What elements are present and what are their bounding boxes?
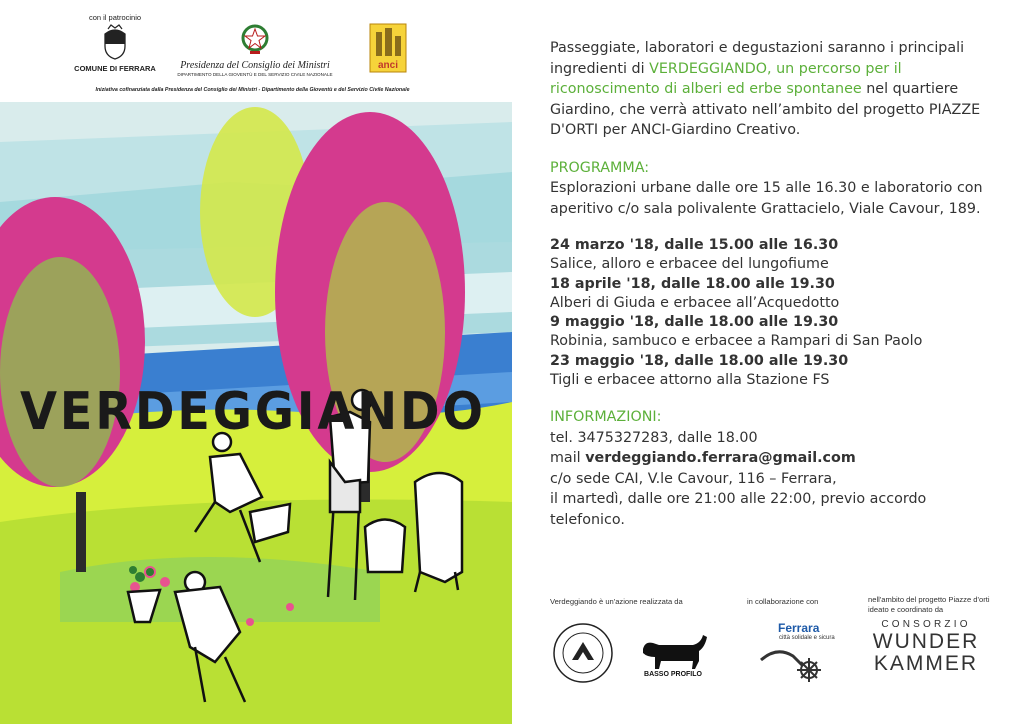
ferrara-tagline: città solidale e sicura (779, 635, 835, 641)
date-when: 24 marzo '18, dalle 15.00 alle 16.30 (550, 237, 839, 253)
basso-profilo-label: BASSO PROFILO (644, 671, 702, 678)
dates-list (550, 236, 990, 390)
ferrara-wordmark: Ferrara (778, 621, 820, 635)
intro-paragraph (550, 38, 990, 141)
date-what: Salice, alloro e erbacee del lungofiume (550, 256, 829, 272)
consorzio-label: CONSORZIO (881, 619, 971, 630)
poster-illustration (0, 102, 512, 724)
credit-ambito: nell'ambito del progetto Piazze d'orti ideato e coordinato da (868, 595, 990, 614)
dipartimento-label: DIPARTIMENTO DELLA GIOVENTÙ E DEL SERVIZIO CIVILE NAZIONALE (177, 72, 333, 77)
date-item (550, 352, 990, 391)
sponsor-logo-strip (0, 0, 512, 102)
credit-realizzata: Verdeggiando è un'azione realizzata da (550, 597, 683, 606)
info-orari: il martedì, dalle ore 21:00 alle 22:00, previo accordo telefonico. (550, 491, 927, 528)
info-tel: tel. 3475327283, dalle 18.00 (550, 429, 758, 446)
date-when: 18 aprile '18, dalle 18.00 alle 19.30 (550, 275, 835, 292)
poster-title: VERDEGGIANDO (20, 382, 486, 442)
comune-label: COMUNE DI FERRARA (74, 64, 156, 73)
date-item (550, 313, 990, 352)
svg-text:anci: anci (377, 60, 399, 71)
informazioni-heading: INFORMAZIONI: (550, 409, 662, 425)
club-alpino-italiano-logo (552, 622, 614, 684)
date-when: 9 maggio '18, dalle 18.00 alle 19.30 (550, 314, 839, 330)
programma-text: Esplorazioni urbane dalle ore 15 alle 16.30 e laboratorio con aperitivo c/o sala polivalente Grattacielo, Viale Cavour, 189. (550, 180, 983, 217)
date-what: Robinia, sambuco e erbacee a Rampari di San Paolo (550, 333, 923, 349)
patrocinio-label: con il patrocinio (88, 13, 142, 22)
anci-logo (368, 22, 408, 74)
date-when: 23 maggio '18, dalle 18.00 alle 19.30 (550, 352, 849, 369)
iniziativa-label: Iniziativa cofinanziata dalla Presidenza del Consiglio dei Ministri - Dipartimento della Gioventù e del Servizio Civile Nazionale (95, 87, 410, 93)
intro-text-end: nel quartiere Giardino, che verrà attivato nell’ambito del progetto PIAZZE D'ORTI per ANCI-Giardino Creativo. (550, 81, 981, 138)
info-mail-prefix: mail (550, 450, 586, 466)
intro-highlight: VERDEGGIANDO, un percorso per il riconoscimento di alberi ed erbe spontanee (550, 60, 902, 97)
date-item (550, 236, 990, 275)
intro-text: Passeggiate, laboratori e degustazioni saranno i principali ingredienti di (550, 40, 965, 77)
comune-ferrara-crest-icon (102, 24, 128, 60)
programma-heading: PROGRAMMA: (550, 159, 650, 176)
event-description (550, 38, 990, 530)
wunder-label: WUNDER (872, 630, 980, 653)
date-what: Tigli e erbacee attorno alla Stazione FS (550, 371, 830, 388)
date-what: Alberi di Giuda e erbacee all’Acquedotto (550, 294, 840, 311)
italian-republic-emblem-icon (238, 22, 272, 56)
credit-collaborazione: in collaborazione con (747, 597, 819, 606)
info-mail-line (550, 448, 990, 469)
info-mail-link[interactable]: verdeggiando.ferrara@gmail.com (585, 450, 856, 466)
date-item (550, 275, 990, 314)
info-sede: c/o sede CAI, V.le Cavour, 116 – Ferrara, (550, 470, 837, 487)
kammer-label: KAMMER (873, 652, 979, 675)
presidenza-label: Presidenza del Consiglio dei Ministri (180, 60, 330, 71)
